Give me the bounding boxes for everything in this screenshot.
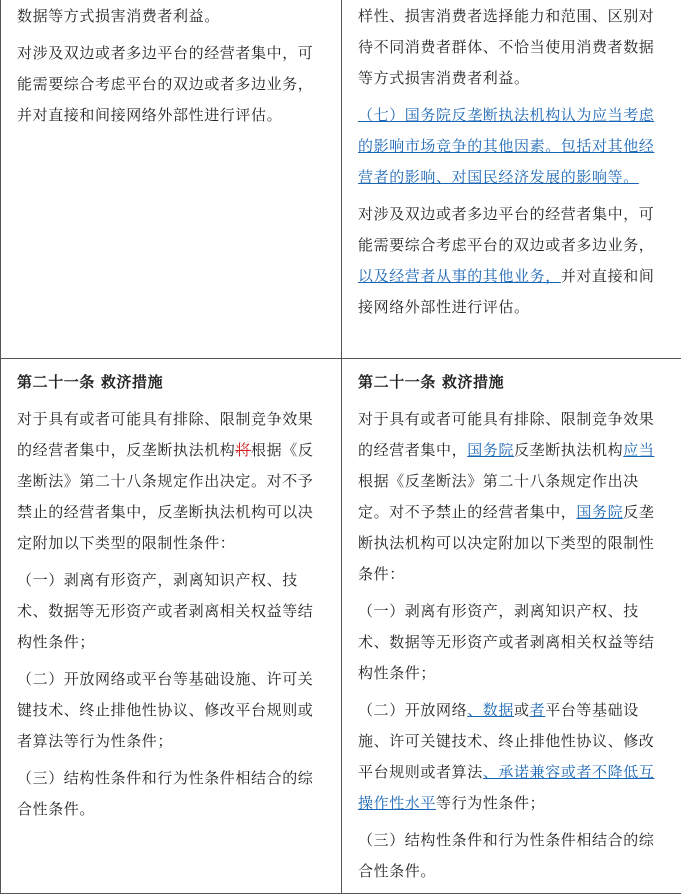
text-segment: 等行为性条件； bbox=[436, 794, 545, 812]
text-segment: 反垄断执法机构 bbox=[514, 441, 623, 459]
paragraph bbox=[358, 596, 665, 689]
original-text-cell bbox=[1, 359, 342, 894]
paragraph bbox=[358, 404, 665, 590]
paragraph bbox=[17, 664, 325, 757]
text-segment: 对涉及双边或者多边平台的经营者集中，可能需要综合考虑平台的双边或者多边业务，并对直接和间接网络外部性进行评估。 bbox=[17, 44, 313, 124]
paragraph bbox=[17, 1, 325, 32]
paragraph bbox=[17, 404, 325, 559]
paragraph bbox=[358, 1, 665, 94]
paragraph bbox=[358, 695, 665, 819]
text-segment: （一）剥离有形资产，剥离知识产权、技术、数据等无形资产或者剥离相关权益等结构性条件； bbox=[17, 571, 313, 651]
inserted-text: 、数据 bbox=[467, 701, 514, 719]
paragraph bbox=[17, 763, 325, 825]
paragraph bbox=[358, 100, 665, 193]
table-row bbox=[1, 0, 681, 359]
inserted-text: 国务院 bbox=[467, 441, 514, 459]
text-segment: 平台等基础设施、许可关键技术、终止排他性协议、修改平台规则或者算法 bbox=[358, 701, 654, 781]
text-segment: （二）开放网络 bbox=[358, 701, 467, 719]
text-segment: 样性、损害消费者选择能力和范围、区别对待不同消费者群体、不恰当使用消费者数据等方式损害消费者利益。 bbox=[358, 7, 654, 87]
text-segment: （三）结构性条件和行为性条件相结合的综合性条件。 bbox=[358, 831, 654, 880]
original-text-cell bbox=[1, 0, 342, 359]
inserted-text: 者 bbox=[530, 701, 546, 719]
article-title bbox=[17, 367, 325, 398]
text-segment: （一）剥离有形资产，剥离知识产权、技术、数据等无形资产或者剥离相关权益等结构性条件； bbox=[358, 602, 654, 682]
table-row bbox=[1, 359, 681, 894]
inserted-text: 、承诺兼容或者不降低互操作性水平 bbox=[358, 763, 654, 812]
text-segment: 对涉及双边或者多边平台的经营者集中，可能需要综合考虑平台的双边或者多边业务， bbox=[358, 205, 654, 254]
paragraph bbox=[17, 565, 325, 658]
revised-text-cell bbox=[342, 359, 681, 894]
text-segment: 根据《反垄断法》第二十八条规定作出决定。对不予禁止的经营者集中，反垄断执法机构可以决定附加以下类型的限制性条件： bbox=[17, 441, 313, 552]
inserted-text: 国务院 bbox=[576, 503, 623, 521]
paragraph bbox=[17, 38, 325, 131]
paragraph bbox=[358, 199, 665, 323]
text-segment: 根据《反垄断法》第二十八条规定作出决定。对不予禁止的经营者集中， bbox=[358, 472, 639, 521]
text-segment: 第二十一条 救济措施 bbox=[358, 373, 504, 391]
text-segment: 第二十一条 救济措施 bbox=[17, 373, 163, 391]
text-segment: 对于具有或者可能具有排除、限制竞争效果的经营者集中，反垄断执法机构 bbox=[17, 410, 313, 459]
text-segment: （三）结构性条件和行为性条件相结合的综合性条件。 bbox=[17, 769, 313, 818]
deleted-text: 将 bbox=[235, 441, 251, 459]
article-title bbox=[358, 367, 665, 398]
paragraph bbox=[358, 825, 665, 887]
inserted-text: 以及经营者从事的其他业务， bbox=[358, 267, 561, 285]
text-segment: 或 bbox=[514, 701, 530, 719]
text-segment: 数据等方式损害消费者利益。 bbox=[17, 7, 220, 25]
inserted-text: （七）国务院反垄断执法机构认为应当考虑的影响市场竞争的其他因素。包括对其他经营者的影响、对国民经济发展的影响等。 bbox=[358, 106, 654, 186]
text-segment: （二）开放网络或平台等基础设施、许可关键技术、终止排他性协议、修改平台规则或者算法等行为性条件； bbox=[17, 670, 313, 750]
text-segment: 并对直接和间接网络外部性进行评估。 bbox=[358, 267, 654, 316]
revised-text-cell bbox=[342, 0, 681, 359]
text-segment: 对于具有或者可能具有排除、限制竞争效果的经营者集中， bbox=[358, 410, 654, 459]
inserted-text: 应当 bbox=[623, 441, 654, 459]
text-segment: 反垄断执法机构可以决定附加以下类型的限制性条件： bbox=[358, 503, 654, 583]
